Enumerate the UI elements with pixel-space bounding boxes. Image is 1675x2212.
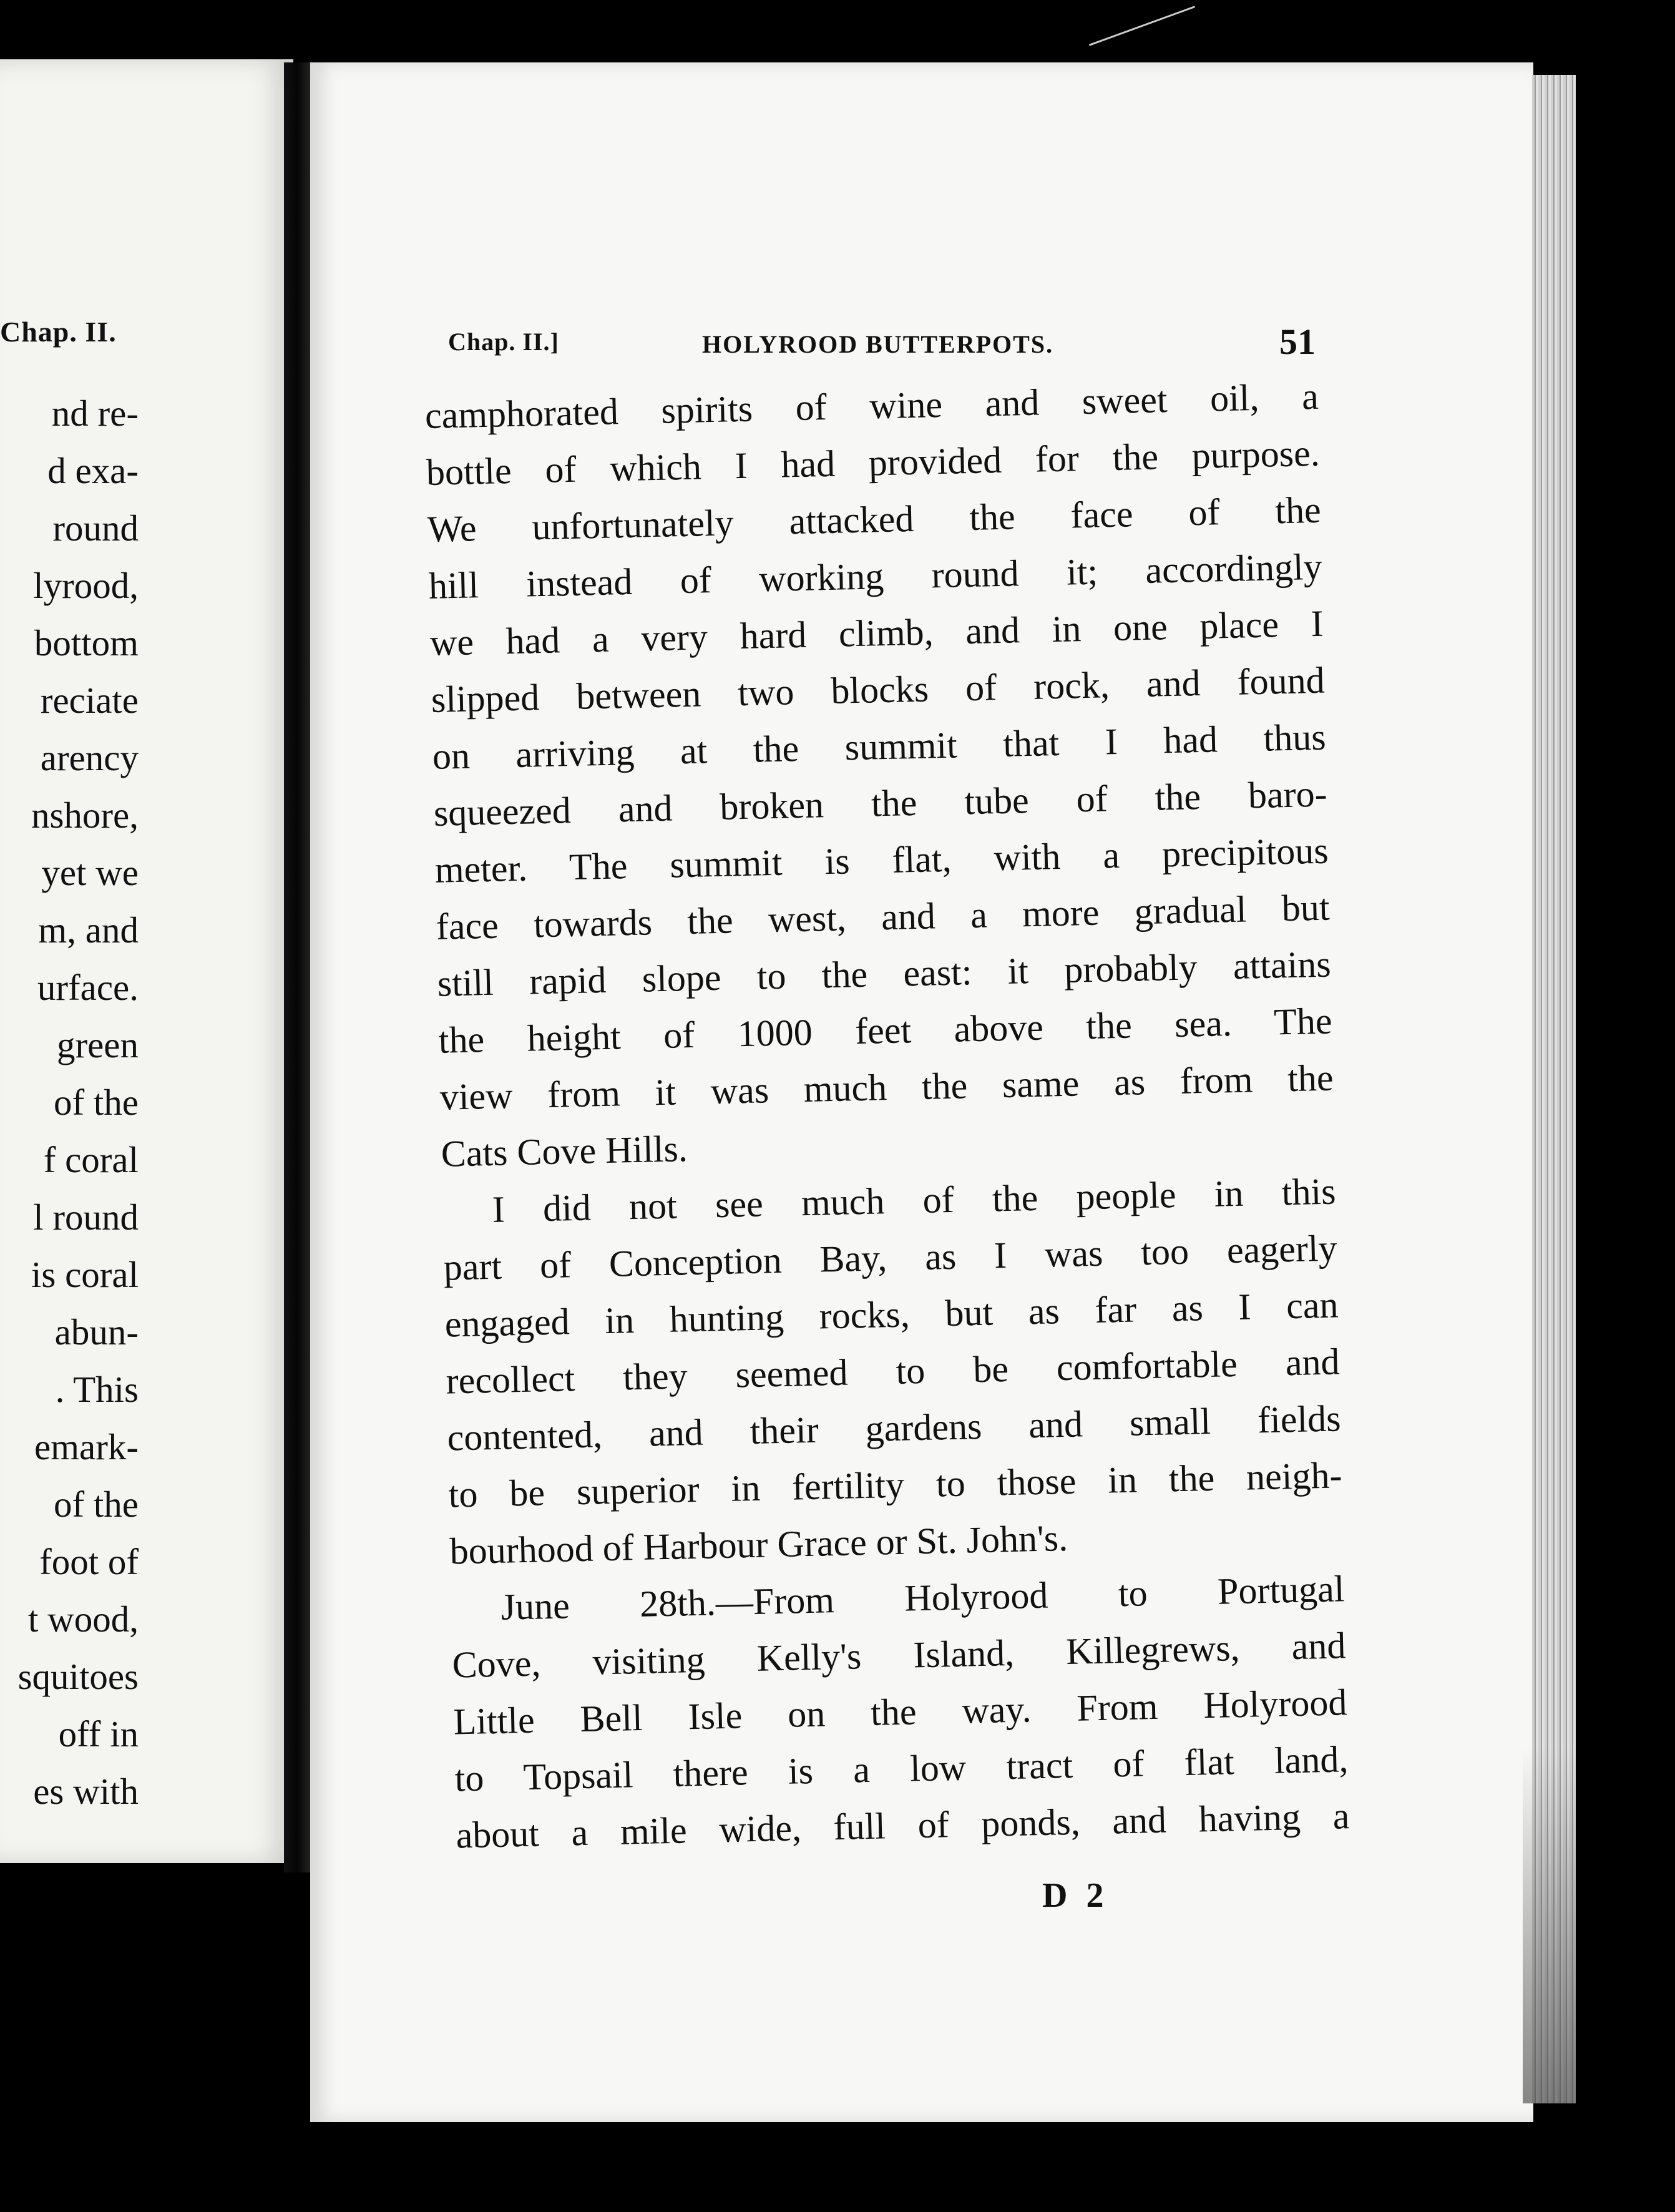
text-line: on arriving at the summit that I had thus xyxy=(432,716,1327,777)
left-page-line: lyrood, xyxy=(33,565,139,606)
left-page-text xyxy=(0,392,139,1852)
text-line: camphorated spirits of wine and sweet oil, a xyxy=(424,375,1319,436)
page-edge-shadow xyxy=(1523,1748,1576,2103)
left-page-line: emark- xyxy=(34,1426,139,1467)
text-line: We unfortunately attacked the face of the xyxy=(427,489,1322,550)
text-line: bourhood of Harbour Grace or St. John's. xyxy=(449,1517,1068,1572)
left-page-line: nd re- xyxy=(51,393,139,434)
left-page-line: foot of xyxy=(39,1541,139,1582)
left-page-line: green xyxy=(56,1024,139,1065)
left-page-line: . This xyxy=(55,1369,139,1410)
left-page-line: urface. xyxy=(37,967,139,1008)
running-header xyxy=(448,312,1322,368)
book-gutter xyxy=(284,62,310,1872)
left-page-header: Chap. II. xyxy=(0,316,117,348)
text-line: contented, and their gardens and small fields xyxy=(447,1397,1342,1459)
text-line: bottle of which I had provided for the purpose. xyxy=(426,432,1321,493)
text-line: I did not see much of the people in this xyxy=(492,1170,1337,1230)
left-page-line: round xyxy=(52,507,139,549)
left-page-line: es with xyxy=(33,1771,139,1812)
text-line: view from it was much the same as from the xyxy=(439,1057,1334,1118)
left-page-line: of the xyxy=(54,1484,139,1525)
running-title: HOLYROOD BUTTERPOTS. xyxy=(702,330,1054,358)
left-page-line: m, and xyxy=(38,909,139,951)
left-page-line: f coral xyxy=(43,1139,139,1180)
text-line: Cove, visiting Kelly's Island, Killegrews, and xyxy=(451,1625,1347,1686)
text-line: squeezed and broken the tube of the baro- xyxy=(433,773,1328,834)
left-page-line: of the xyxy=(54,1082,139,1123)
left-page-line: arency xyxy=(40,737,139,778)
text-line: the height of 1000 feet above the sea. The xyxy=(438,1000,1333,1061)
text-line: hill instead of working round it; accordingly xyxy=(428,546,1323,607)
text-line: face towards the west, and a more gradual but xyxy=(436,886,1331,947)
text-line: to Topsail there is a low tract of flat land, xyxy=(454,1738,1349,1799)
text-line: Little Bell Isle on the way. From Holyrood xyxy=(452,1681,1348,1743)
left-page-line: d exa- xyxy=(47,450,139,491)
body-text xyxy=(424,368,1355,1885)
left-page-line: bottom xyxy=(34,622,139,663)
text-line: about a mile wide, full of ponds, and having a xyxy=(455,1795,1350,1856)
left-page-line: squitoes xyxy=(17,1656,139,1697)
left-page-line: abun- xyxy=(54,1311,139,1353)
text-line: slipped between two blocks of rock, and found xyxy=(431,659,1326,720)
signature-mark: D 2 xyxy=(1042,1876,1109,1915)
text-line: we had a very hard climb, and in one place I xyxy=(429,602,1324,663)
text-line: engaged in hunting rocks, but as far as I can xyxy=(444,1284,1339,1345)
text-line: part of Conception Bay, as I was too eagerly xyxy=(443,1227,1338,1288)
text-line: to be superior in fertility to those in the neigh- xyxy=(448,1454,1343,1515)
left-page-line: l round xyxy=(33,1197,139,1238)
text-line: still rapid slope to the east: it probably attains xyxy=(437,943,1332,1004)
left-page-line: nshore, xyxy=(31,795,139,836)
text-line: recollect they seemed to be comfortable and xyxy=(446,1341,1340,1402)
text-line: Cats Cove Hills. xyxy=(441,1128,688,1175)
page-number: 51 xyxy=(1279,321,1316,362)
text-line: June 28th.—From Holyrood to Portugal xyxy=(500,1568,1345,1628)
text-line: meter. The summit is flat, with a precipitous xyxy=(434,830,1329,891)
left-page-line: t wood, xyxy=(28,1598,139,1640)
left-page-line: yet we xyxy=(41,852,139,893)
scan-artifact-line xyxy=(1089,6,1195,46)
left-page-line: is coral xyxy=(31,1254,139,1295)
left-page-line: off in xyxy=(58,1713,139,1754)
left-page-line: reciate xyxy=(40,680,139,721)
chapter-label: Chap. II.] xyxy=(448,328,559,356)
